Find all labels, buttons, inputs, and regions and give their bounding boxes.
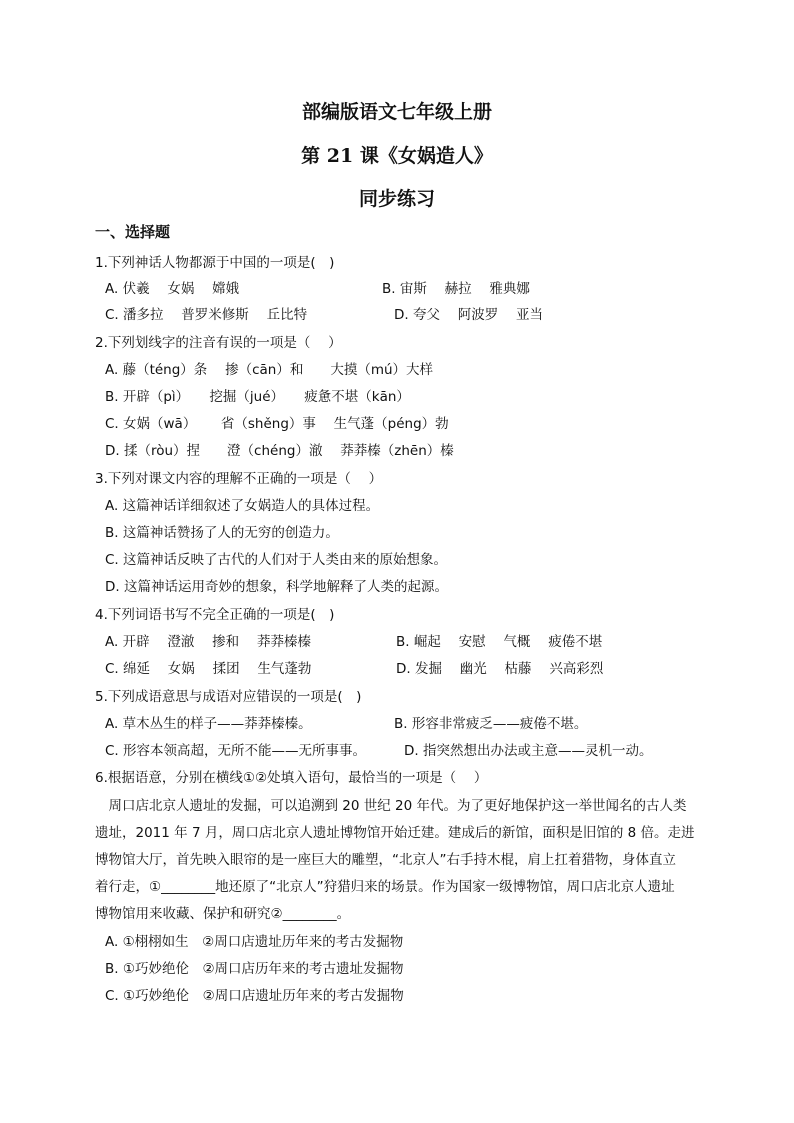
question-5-option-c: C. 形容本领高超，无所不能——无所事事。 [105, 743, 367, 759]
question-3-option-d: D. 这篇神话运用奇妙的想象，科学地解释了人类的起源。 [105, 579, 448, 595]
question-2-option-b: B. 开辟（pì） 挖掘（jué） 疲惫不堪（kān） [105, 389, 410, 405]
passage-line-4: 着行走，①________地还原了“北京人”狩猎归来的场景。作为国家一级博物馆，周口店北京人遗址 [95, 879, 675, 895]
passage-line-5: 博物馆用来收藏、保护和研究②________。 [95, 906, 351, 922]
question-6-option-c: C. ①巧妙绝伦 ②周口店遗址历年来的考古发掘物 [105, 988, 404, 1004]
question-1-option-a: A. 伏羲 女娲 嫦娥 [105, 281, 240, 297]
section-heading: 一、选择题 [95, 223, 171, 241]
question-6-option-b: B. ①巧妙绝伦 ②周口店历年来的考古遗址发掘物 [105, 961, 404, 977]
question-2-option-c: C. 女娲（wā） 省（shěng）事 生气蓬（péng）勃 [105, 416, 449, 432]
question-3-option-a: A. 这篇神话详细叙述了女娲造人的具体过程。 [105, 498, 380, 514]
passage-line-2: 遗址，2011 年 7 月，周口店北京人遗址博物馆开始迁建。建成后的新馆，面积是旧馆的 8 倍。走进 [95, 825, 695, 841]
question-1-option-c: C. 潘多拉 普罗米修斯 丘比特 [105, 307, 308, 323]
question-4-option-d: D. 发掘 幽光 枯藤 兴高彩烈 [396, 661, 604, 677]
question-2-option-d: D. 揉（ròu）捏 澄（chéng）澈 莽莽榛（zhēn）榛 [105, 443, 454, 459]
question-5-option-b: B. 形容非常疲乏——疲倦不堪。 [394, 716, 588, 732]
exercise-title: 同步练习 [358, 188, 435, 210]
question-3-option-b: B. 这篇神话赞扬了人的无穷的创造力。 [105, 525, 339, 541]
question-5-option-d: D. 指突然想出办法或主意——灵机一动。 [404, 743, 653, 759]
question-5-option-a: A. 草木丛生的样子——莽莽榛榛。 [105, 716, 312, 732]
question-2-stem: 2.下列划线字的注音有误的一项是（ ） [95, 335, 342, 351]
question-4-option-b: B. 崛起 安慰 气概 疲倦不堪 [396, 634, 603, 650]
question-1-option-d: D. 夸父 阿波罗 亚当 [394, 307, 544, 323]
passage-line-3: 博物馆大厅，首先映入眼帘的是一座巨大的雕塑，“北京人”右手持木棍，肩上扛着猎物，身体直立 [95, 852, 676, 868]
question-4-option-a: A. 开辟 澄澈 掺和 莽莽榛榛 [105, 634, 311, 650]
lesson-title: 第 21 课《女娲造人》 [301, 145, 493, 167]
question-6-stem: 6.根据语意，分别在横线①②处填入语句，最恰当的一项是（ ） [95, 770, 488, 786]
question-1-stem: 1.下列神话人物都源于中国的一项是( ) [95, 255, 335, 271]
question-4-option-c: C. 绵延 女娲 揉团 生气蓬勃 [105, 661, 312, 677]
question-3-option-c: C. 这篇神话反映了古代的人们对于人类由来的原始想象。 [105, 552, 448, 568]
question-3-stem: 3.下列对课文内容的理解不正确的一项是（ ） [95, 471, 383, 487]
question-6-option-a: A. ①栩栩如生 ②周口店遗址历年来的考古发掘物 [105, 934, 404, 950]
question-4-stem: 4.下列词语书写不完全正确的一项是( ) [95, 607, 335, 623]
doc-title: 部编版语文七年级上册 [301, 101, 492, 123]
question-1-option-b: B. 宙斯 赫拉 雅典娜 [382, 281, 530, 297]
passage-line-1: 周口店北京人遗址的发掘，可以追溯到 20 世纪 20 年代。为了更好地保护这一举世闻名的古人类 [95, 798, 687, 814]
question-5-stem: 5.下列成语意思与成语对应错误的一项是( ) [95, 689, 362, 705]
question-2-option-a: A. 藤（téng）条 掺（cān）和 大摸（mú）大样 [105, 362, 434, 378]
